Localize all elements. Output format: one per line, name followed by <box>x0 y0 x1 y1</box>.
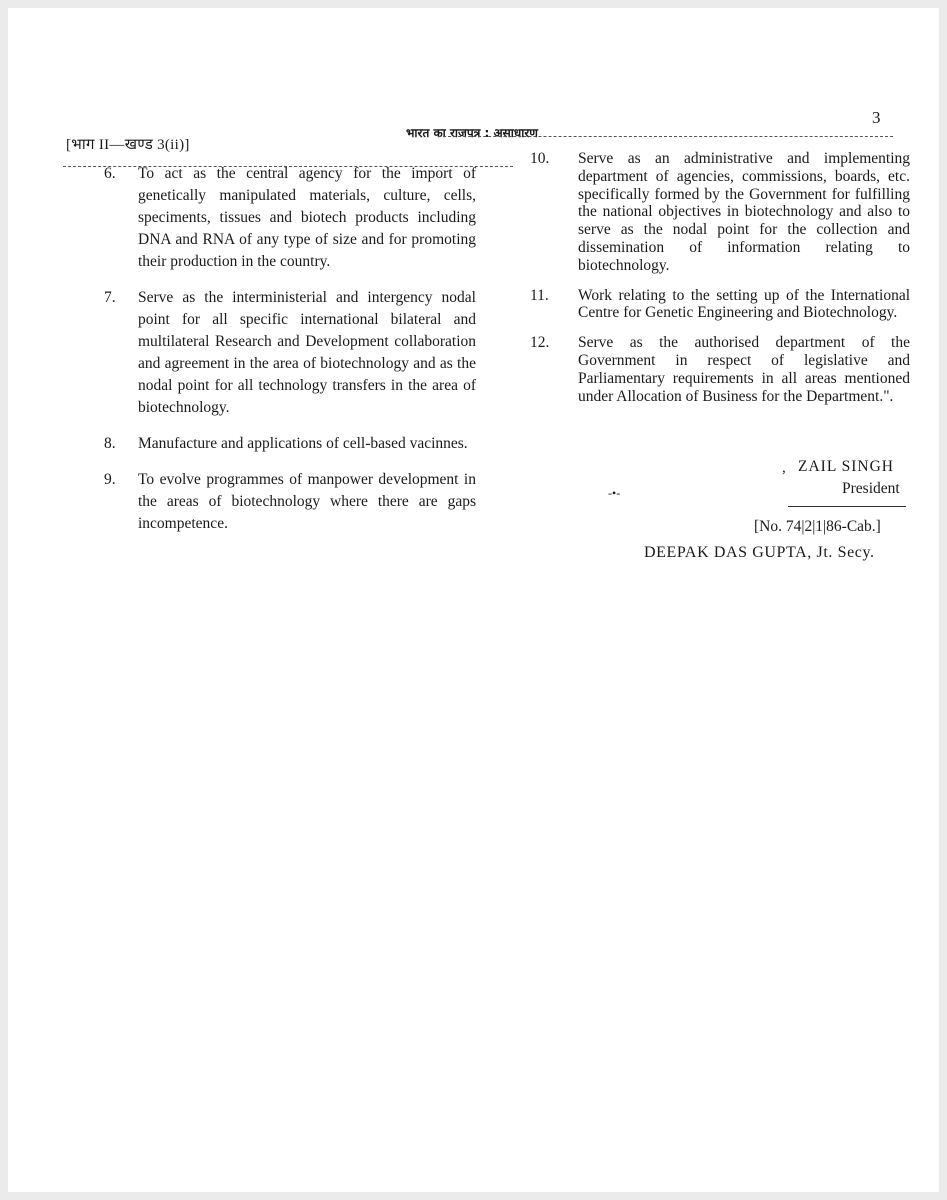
list-item <box>104 469 476 535</box>
item-text: To act as the central agency for the import of genetically manipulated materials, culture, cells, speciments, tissues and biotech products including DNA and RNA of any type of size and for promoting their production in the country. <box>138 165 476 270</box>
item-text: Manufacture and applications of cell-based vacinnes. <box>138 435 468 452</box>
header-part-section: [भाग II—खण्ड 3(ii)] <box>66 137 190 153</box>
header-gazette-title: भारत का राजपत्र : असाधारण <box>406 126 538 140</box>
item-number: 6. <box>104 165 116 182</box>
signatory-name: ZAIL SINGH <box>798 458 894 475</box>
reference-number: [No. 74|2|1|86-Cab.] <box>754 518 881 535</box>
item-number: 11. <box>530 286 549 304</box>
list-item <box>530 334 910 405</box>
signature-rule <box>788 506 906 507</box>
item-text: Serve as the authorised department of the Government in respect of legislative and Parliamentary requirements in all areas mentioned under Allocation of Business for the Department.". <box>578 334 910 405</box>
item-number: 7. <box>104 289 116 306</box>
header-rule-right <box>438 136 893 137</box>
item-text: Work relating to the setting up of the International Centre for Genetic Engineering and Biotechnology. <box>578 286 910 322</box>
item-text: To evolve programmes of manpower development in the areas of biotechnology where there are gaps incompetence. <box>138 471 476 532</box>
page-number: 3 <box>872 108 881 127</box>
stray-mark: -•- <box>608 486 621 500</box>
signature-mark: , <box>782 460 786 476</box>
signatory-title: President <box>842 480 900 497</box>
right-column <box>530 150 910 417</box>
left-column <box>104 163 476 549</box>
item-number: 10. <box>530 150 550 167</box>
item-text: Serve as the interministerial and intergency nodal point for all specific international bilateral and multilateral Research and Development collaboration and agreement in the area of biotechnology and as the nodal point for all technology transfers in the area of biotechnology. <box>138 289 476 416</box>
item-number: 12. <box>530 334 550 352</box>
list-item <box>104 163 476 273</box>
list-item <box>530 287 910 323</box>
officer-signature: DEEPAK DAS GUPTA, Jt. Secy. <box>644 544 875 561</box>
item-number: 9. <box>104 471 116 488</box>
item-text: Serve as an administrative and implementing department of agencies, commissions, boards, etc. specifically formed by the Government for fulfilling the national objectives in biotechnology and also to serve as the nodal point for the collection and dissemination of information relating to biotechnology. <box>578 150 910 274</box>
list-item <box>104 287 476 419</box>
list-item <box>104 433 476 455</box>
gazette-page <box>8 8 939 1192</box>
item-number: 8. <box>104 435 116 452</box>
list-item <box>530 150 910 275</box>
